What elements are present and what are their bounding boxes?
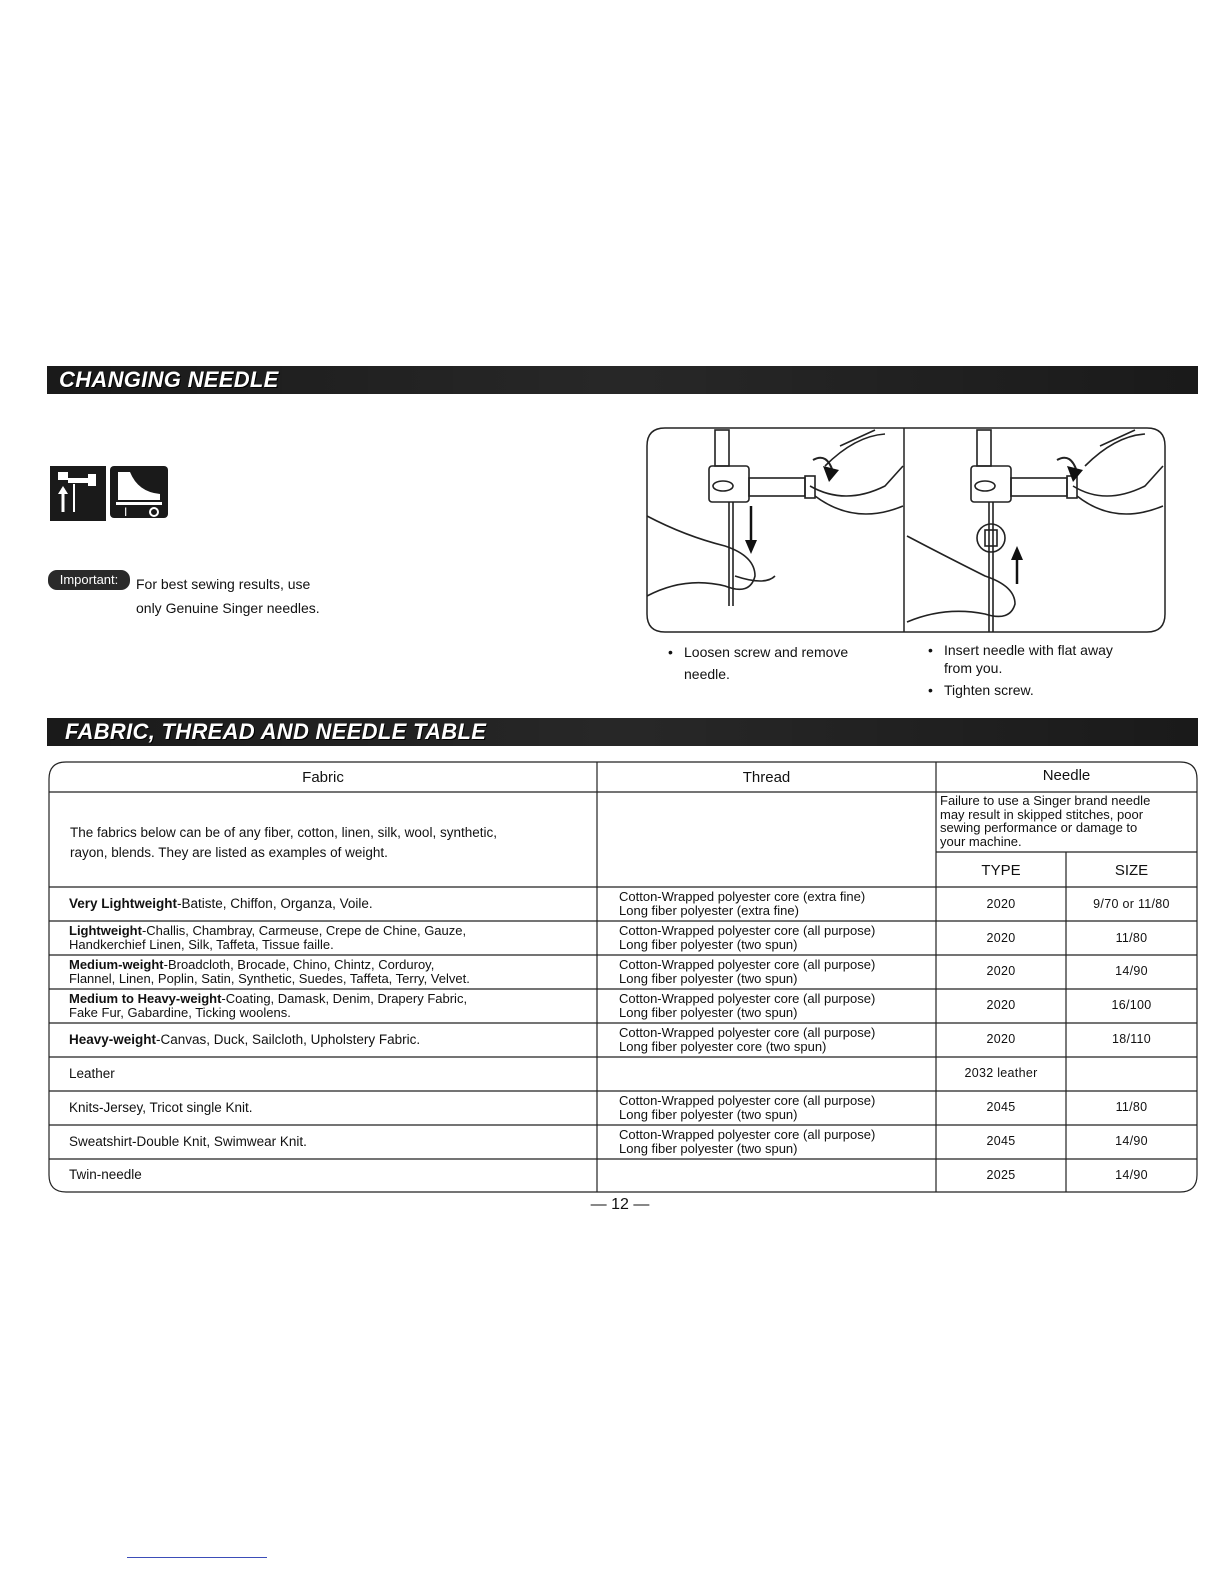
intro-needle-line-3: sewing performance or damage to — [940, 820, 1138, 835]
section-header-changing-needle — [47, 366, 1198, 394]
needle-type: 2025 — [986, 1168, 1016, 1182]
fabric-examples: -Coating, Damask, Denim, Drapery Fabric, — [221, 991, 468, 1006]
thread-line-1: Cotton-Wrapped polyester core (all purpose) — [619, 957, 876, 972]
table-row-thread — [619, 1026, 875, 1054]
needle-type: 2020 — [986, 931, 1016, 945]
important-line-2: only Genuine Singer needles. — [136, 600, 320, 616]
power-switch-icon — [108, 462, 170, 522]
needle-change-illustration — [645, 426, 1167, 634]
needle-size: 14/90 — [1115, 964, 1148, 978]
table-row-fabric: Knits-Jersey, Tricot single Knit. — [69, 1100, 253, 1115]
fabric-examples: -Challis, Chambray, Carmeuse, Crepe de Chine, Gauze, — [141, 923, 467, 938]
section-title: CHANGING NEEDLE — [59, 367, 279, 392]
fabric-examples-line-2: Fake Fur, Gabardine, Ticking woolens. — [69, 1005, 291, 1020]
needle-size: 14/90 — [1115, 1134, 1148, 1148]
fabric-weight: Heavy-weight — [69, 1032, 157, 1047]
thread-line-2: Long fiber polyester (extra fine) — [619, 903, 799, 918]
fabric-weight: Medium to Heavy-weight — [69, 991, 222, 1006]
intro-fabric-line-1: The fabrics below can be of any fiber, cotton, linen, silk, wool, synthetic, — [70, 825, 497, 840]
needle-type: 2020 — [986, 897, 1016, 911]
table-row-thread — [619, 1128, 875, 1156]
thread-line-1: Cotton-Wrapped polyester core (all purpose) — [619, 1093, 876, 1108]
needle-type: 2032 leather — [964, 1066, 1038, 1080]
table-row-thread — [619, 890, 865, 918]
table-row-fabric — [69, 958, 470, 986]
footer-rule — [127, 1557, 267, 1558]
thread-line-2: Long fiber polyester (two spun) — [619, 1141, 798, 1156]
table-row-thread — [619, 1094, 875, 1122]
header-fabric: Fabric — [302, 769, 344, 786]
thread-line-1: Cotton-Wrapped polyester core (all purpose) — [619, 1025, 876, 1040]
fabric-examples: -Canvas, Duck, Sailcloth, Upholstery Fabric. — [156, 1032, 421, 1047]
fabric-weight: Very Lightweight — [69, 896, 178, 911]
step-left: • Loosen screw and remove needle. — [668, 644, 849, 682]
needle-size: 11/80 — [1115, 931, 1148, 945]
page-number: — 12 — — [590, 1196, 650, 1213]
fabric-examples-line-2: Handkerchief Linen, Silk, Taffeta, Tissue faille. — [69, 937, 334, 952]
svg-text:I: I — [124, 505, 128, 519]
intro-fabric — [70, 823, 497, 863]
fabric-examples-line-2: Flannel, Linen, Poplin, Satin, Synthetic, Suedes, Taffeta, Terry, Velvet. — [69, 971, 470, 986]
table-row-thread — [619, 958, 875, 986]
intro-needle-line-2: may result in skipped stitches, poor — [940, 806, 1144, 822]
header-type: TYPE — [981, 862, 1021, 879]
fabric-examples: -Batiste, Chiffon, Organza, Voile. — [177, 896, 373, 911]
needle-type: 2020 — [986, 1032, 1016, 1046]
table-row-fabric: Sweatshirt-Double Knit, Swimwear Knit. — [69, 1134, 307, 1149]
table-row-fabric: Twin-needle — [69, 1167, 142, 1182]
fabric-weight: Medium-weight — [69, 957, 164, 972]
table-row-fabric — [69, 1033, 420, 1047]
intro-needle-line-1: Failure to use a Singer brand needle — [940, 793, 1151, 808]
table-row-thread — [619, 992, 875, 1020]
needle-type: 2020 — [986, 998, 1016, 1012]
important-line-1: For best sewing results, use — [136, 576, 311, 592]
fabric-thread-needle-table — [48, 761, 1198, 1193]
step-right-line-2: from you. — [944, 660, 1003, 676]
intro-fabric-line-2: rayon, blends. They are listed as examples of weight. — [70, 845, 388, 860]
section-title-table: FABRIC, THREAD AND NEEDLE TABLE — [65, 719, 487, 744]
thread-line-2: Long fiber polyester core (two spun) — [619, 1039, 827, 1054]
step-right-line-3: Tighten screw. — [944, 682, 1034, 698]
step-right: • Insert needle with flat away from you. • Tighten screw. — [928, 642, 1113, 698]
header-thread: Thread — [742, 769, 791, 786]
needle-size: 16/100 — [1111, 998, 1152, 1012]
important-badge: Important: — [48, 570, 130, 590]
needle-size: 18/110 — [1111, 1032, 1152, 1046]
table-row-fabric — [69, 992, 467, 1020]
fabric-weight: Lightweight — [69, 923, 142, 938]
needle-size: 14/90 — [1115, 1168, 1148, 1182]
thread-line-1: Cotton-Wrapped polyester core (all purpose) — [619, 1127, 876, 1142]
table-row-fabric: Leather — [69, 1066, 115, 1081]
needle-type: 2020 — [986, 964, 1016, 978]
fabric-examples: -Broadcloth, Brocade, Chino, Chintz, Corduroy, — [163, 957, 435, 972]
thread-line-1: Cotton-Wrapped polyester core (all purpose) — [619, 991, 876, 1006]
section-header-table — [47, 718, 1198, 746]
intro-needle-line-4: your machine. — [940, 833, 1022, 849]
table-row-thread — [619, 924, 875, 952]
thread-line-1: Cotton-Wrapped polyester core (extra fine) — [619, 889, 866, 904]
step-left-line-2: needle. — [684, 666, 730, 682]
table-row-fabric — [69, 897, 373, 911]
thread-line-2: Long fiber polyester (two spun) — [619, 1005, 798, 1020]
thread-line-1: Cotton-Wrapped polyester core (all purpose) — [619, 923, 876, 938]
needle-type: 2045 — [986, 1100, 1016, 1114]
thread-line-2: Long fiber polyester (two spun) — [619, 937, 798, 952]
needle-size: 9/70 or 11/80 — [1093, 897, 1170, 911]
step-left-line-1: Loosen screw and remove — [684, 644, 849, 660]
table-row-fabric — [69, 924, 466, 952]
needle-type: 2045 — [986, 1134, 1016, 1148]
step-right-line-1: Insert needle with flat away — [944, 642, 1113, 658]
intro-needle-warning — [940, 794, 1196, 848]
header-size: SIZE — [1114, 862, 1149, 879]
header-needle: Needle — [1042, 767, 1091, 784]
thread-line-2: Long fiber polyester (two spun) — [619, 1107, 798, 1122]
needle-size: 11/80 — [1115, 1100, 1148, 1114]
thread-line-2: Long fiber polyester (two spun) — [619, 971, 798, 986]
important-note — [136, 572, 320, 620]
